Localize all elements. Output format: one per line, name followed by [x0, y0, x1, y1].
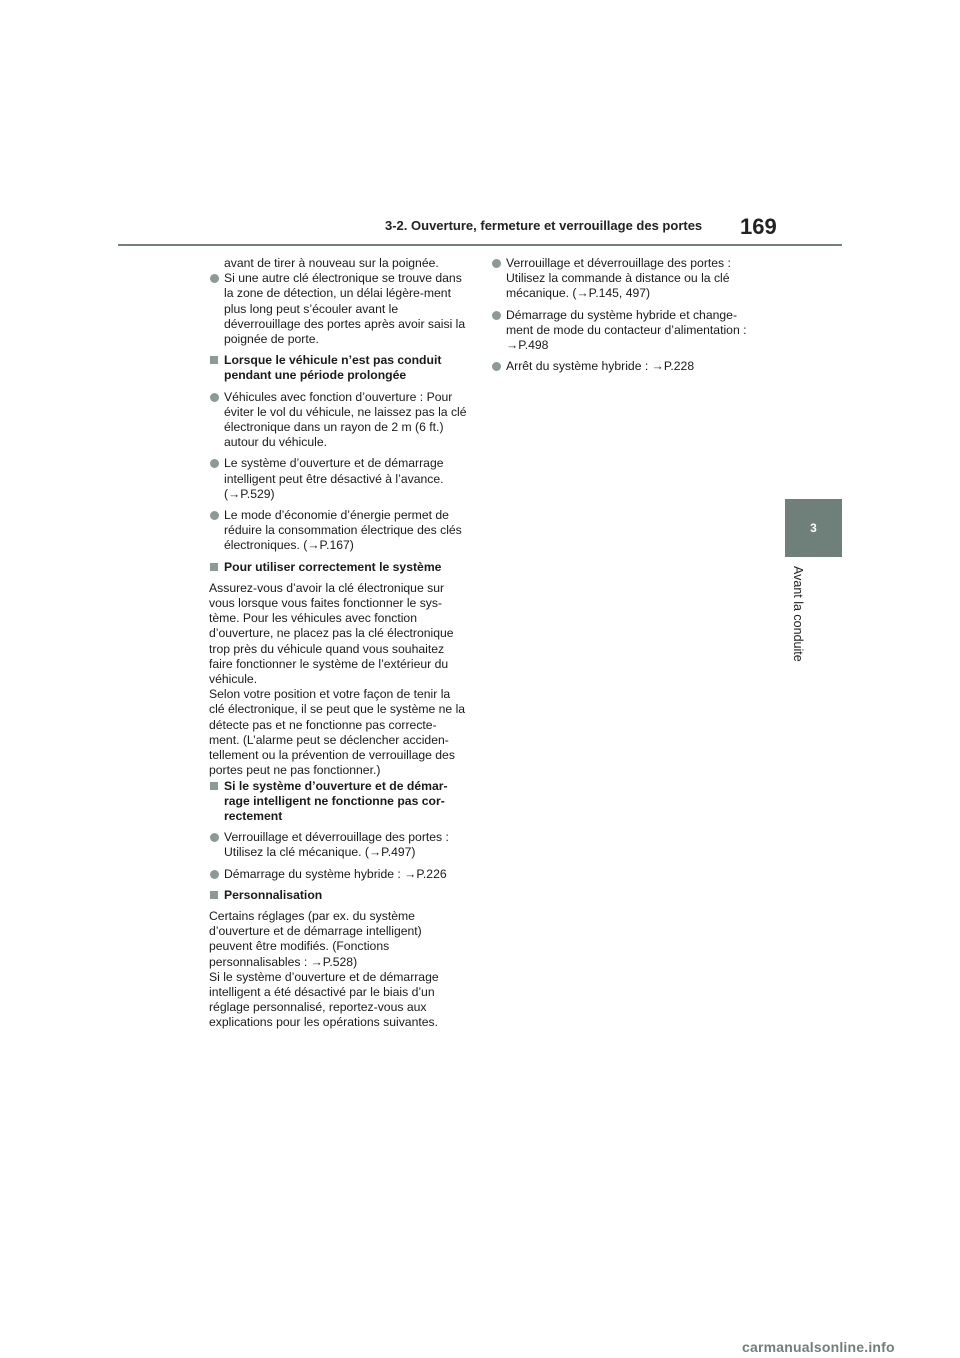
heading-text: Personnalisation	[224, 887, 323, 902]
bullet-text: Si une autre clé électronique se trouve dans la zone de détection, un délai légère-ment plus long peut s’écouler avant le déverrouillage des portes après avoir saisi la poignée de porte.	[224, 271, 466, 347]
bullet-dot-icon	[210, 870, 219, 879]
section-heading	[209, 353, 467, 383]
square-bullet-icon	[210, 356, 218, 364]
bullet-item	[491, 256, 749, 302]
bullet-text: Démarrage du système hybride : →P.226	[224, 866, 447, 881]
bullet-dot-icon	[492, 259, 501, 268]
paragraph: Selon votre position et votre façon de tenir la clé électronique, il se peut que le système ne la détecte pas et ne fonctionne pas correcte-ment. (L’alarme peut se déclencher acciden-tellement ou la prévention de verrouillage des portes peut ne pas fonctionner.)	[209, 687, 466, 778]
section-heading	[209, 779, 467, 825]
paragraph: Assurez-vous d’avoir la clé électronique sur vous lorsque vous faites fonctionner le sys-tème. Pour les véhicules avec fonction d’ouverture, ne placez pas la clé électronique trop près du véhicule quand vous souhaitez faire fonctionner le système de l’extérieur du véhicule.	[209, 580, 454, 687]
bullet-item	[491, 359, 749, 374]
left-column	[209, 256, 467, 1031]
square-bullet-icon	[210, 891, 218, 899]
bullet-text: Le mode d’économie d’énergie permet de réduire la consommation électrique des clés électroniques. (→P.167)	[224, 508, 462, 553]
bullet-dot-icon	[492, 362, 501, 371]
bullet-dot-icon	[492, 311, 501, 320]
bullet-dot-icon	[210, 511, 219, 520]
header-divider	[118, 244, 842, 246]
bullet-text: Verrouillage et déverrouillage des portes : Utilisez la commande à distance ou la clé mécanique. (→P.145, 497)	[506, 256, 731, 301]
paragraph: Certains réglages (par ex. du système d’ouverture et de démarrage intelligent) peuvent être modifiés. (Fonctions personnalisables : →P.528)	[209, 908, 422, 969]
bullet-item	[209, 456, 467, 502]
bullet-item	[209, 271, 467, 347]
chapter-tab	[785, 499, 842, 557]
bullet-item	[209, 830, 467, 860]
heading-text: Lorsque le véhicule n’est pas conduit pendant une période prolongée	[224, 353, 442, 383]
square-bullet-icon	[210, 563, 218, 571]
bullet-text: Véhicules avec fonction d’ouverture : Pour éviter le vol du véhicule, ne laissez pas la clé électronique dans un rayon de 2 m (6 ft.) autour du véhicule.	[224, 389, 467, 450]
heading-text: Si le système d’ouverture et de démar-rage intelligent ne fonctionne pas cor-rectement	[224, 778, 448, 823]
bullet-dot-icon	[210, 393, 219, 402]
section-title: 3-2. Ouverture, fermeture et verrouillage des portes	[385, 218, 703, 233]
paragraph: Si le système d’ouverture et de démarrage intelligent a été désactivé par le biais d’un réglage personnalisé, reportez-vous aux explications pour les opérations suivantes.	[209, 969, 439, 1030]
watermark: carmanualsonline.info	[742, 1339, 895, 1355]
bullet-dot-icon	[210, 459, 219, 468]
right-column	[491, 256, 749, 380]
chapter-number: 3	[810, 521, 817, 535]
bullet-item	[209, 867, 467, 882]
bullet-item	[491, 308, 749, 354]
section-heading	[209, 560, 467, 575]
bullet-dot-icon	[210, 833, 219, 842]
bullet-text: Verrouillage et déverrouillage des portes : Utilisez la clé mécanique. (→P.497)	[224, 830, 449, 860]
bullet-text: Démarrage du système hybride et change-ment de mode du contacteur d’alimentation : →P.498	[506, 307, 747, 353]
bullet-item	[209, 390, 467, 451]
bullet-item	[209, 508, 467, 554]
square-bullet-icon	[210, 782, 218, 790]
continued-text: avant de tirer à nouveau sur la poignée.	[224, 256, 439, 270]
heading-text: Pour utiliser correctement le système	[224, 559, 442, 574]
page-number: 169	[740, 214, 777, 239]
section-heading	[209, 888, 467, 903]
chapter-label: Avant la conduite	[791, 566, 805, 662]
bullet-text: Le système d’ouverture et de démarrage intelligent peut être désactivé à l’avance. (→P.529)	[224, 456, 444, 501]
bullet-text: Arrêt du système hybride : →P.228	[506, 359, 695, 374]
bullet-dot-icon	[210, 274, 219, 283]
